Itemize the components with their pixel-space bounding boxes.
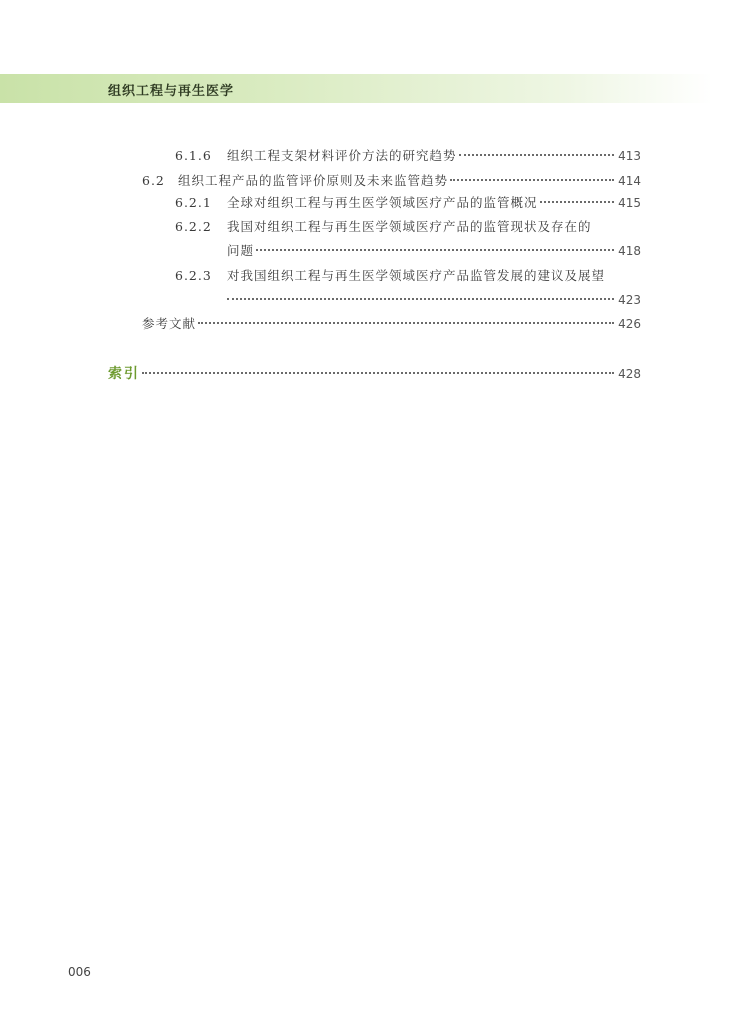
dot-leader bbox=[142, 372, 614, 374]
toc-entry-title: 组织工程支架材料评价方法的研究趋势 bbox=[227, 148, 457, 163]
toc-entry bbox=[175, 195, 641, 211]
toc-entry-title: 问题 bbox=[227, 243, 255, 258]
toc-entry bbox=[175, 148, 641, 164]
toc-entry-number: 6.2 bbox=[142, 173, 165, 188]
index-heading: 索引 bbox=[108, 366, 140, 382]
toc-entry bbox=[142, 316, 641, 332]
toc-entry-number: 6.2.2 bbox=[175, 219, 212, 234]
toc-entry-page: 428 bbox=[618, 367, 641, 381]
toc-entry-page: 415 bbox=[618, 196, 641, 210]
toc-entry-number: 6.1.6 bbox=[175, 148, 212, 163]
dot-leader bbox=[256, 249, 614, 251]
toc-entry-title: 组织工程产品的监管评价原则及未来监管趋势 bbox=[178, 173, 449, 188]
toc-entry bbox=[175, 219, 641, 235]
dot-leader bbox=[450, 179, 614, 181]
dot-leader bbox=[227, 298, 614, 300]
toc-entry-title: 全球对组织工程与再生医学领域医疗产品的监管概况 bbox=[227, 195, 538, 210]
toc-entry-continuation bbox=[227, 292, 641, 308]
dot-leader bbox=[198, 322, 614, 324]
toc-entry-page: 413 bbox=[618, 149, 641, 163]
toc-entry-continuation bbox=[227, 243, 641, 259]
toc-entry bbox=[175, 268, 641, 284]
toc-entry-page: 426 bbox=[618, 317, 641, 331]
toc-entry-page: 414 bbox=[618, 174, 641, 188]
toc-entry-page: 423 bbox=[618, 293, 641, 307]
toc-entry-page: 418 bbox=[618, 244, 641, 258]
toc-entry bbox=[108, 366, 641, 382]
dot-leader bbox=[540, 201, 615, 203]
running-header-title: 组织工程与再生医学 bbox=[108, 84, 235, 99]
toc-entry-number: 6.2.1 bbox=[175, 195, 212, 210]
toc-entry-title: 我国对组织工程与再生医学领域医疗产品的监管现状及存在的 bbox=[227, 219, 592, 234]
toc-entry bbox=[142, 173, 641, 189]
toc-entry-number: 6.2.3 bbox=[175, 268, 212, 283]
page-number: 006 bbox=[68, 965, 91, 979]
dot-leader bbox=[459, 154, 615, 156]
toc-entry-title: 参考文献 bbox=[142, 316, 197, 331]
toc-entry-title: 对我国组织工程与再生医学领域医疗产品监管发展的建议及展望 bbox=[227, 268, 606, 283]
